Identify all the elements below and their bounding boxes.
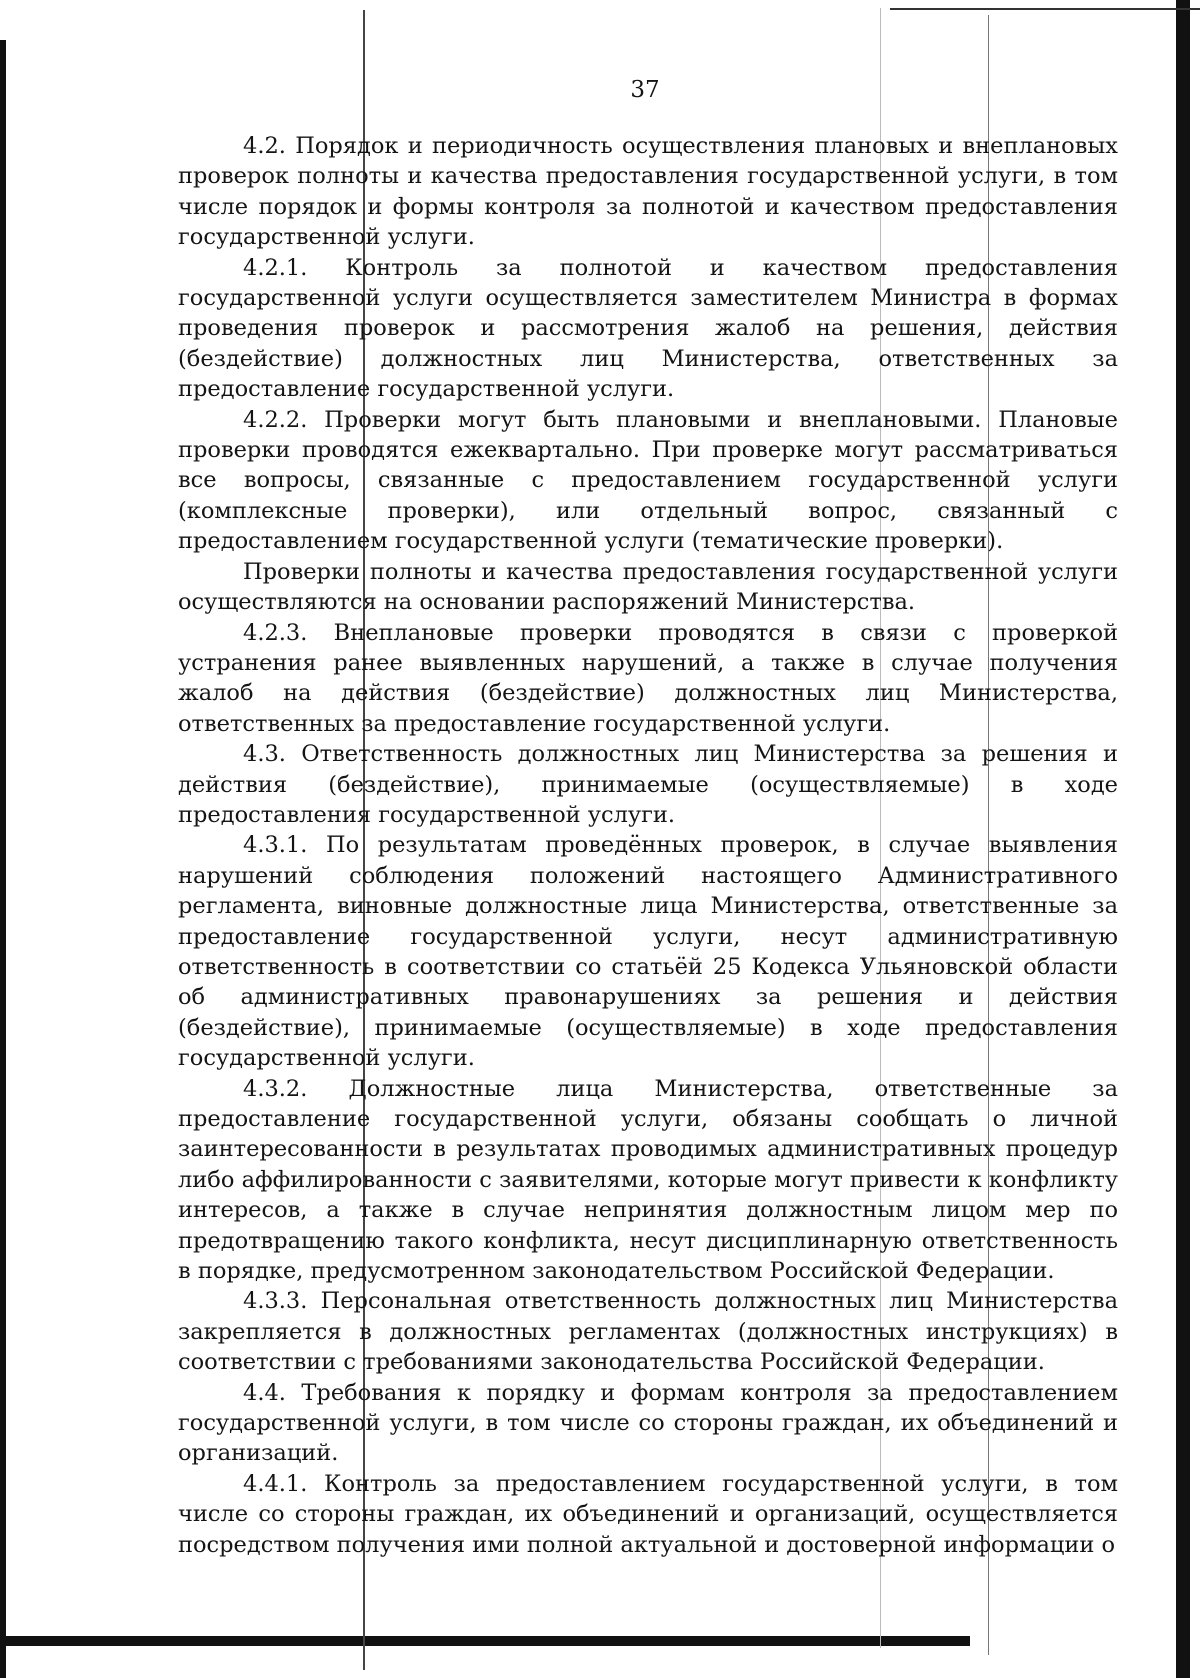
paragraph: 4.3. Ответственность должностных лиц Министерства за решения и действия (бездействие), принимаемые (осуществляемые) в ходе предоставления государственной услуги.: [178, 741, 1118, 828]
scan-edge-bottom: [0, 1636, 970, 1646]
paragraph: 4.3.2. Должностные лица Министерства, ответственные за предоставление государственной услуги, обязаны сообщать о личной заинтересованности в результатах проводимых административных процедур либо аффилированности с заявителями, которые могут привести к конфликту интересов, а также в случае непринятия должностным лицом мер по предотвращению такого конфликта, несут дисциплинарную ответственность в порядке, предусмотренном законодательством Российской Федерации.: [178, 1075, 1118, 1285]
scan-edge-left: [0, 40, 6, 1678]
document-body: [178, 131, 1118, 1560]
paragraph: 4.2. Порядок и периодичность осуществления плановых и внеплановых проверок полноты и качества предоставления государственной услуги, в том числе порядок и формы контроля за полнотой и качеством предоставления государственной услуги.: [178, 133, 1118, 251]
scan-edge-right: [1176, 0, 1190, 1678]
paragraph: 4.3.3. Персональная ответственность должностных лиц Министерства закрепляется в должностных регламентах (должностных инструкциях) в соответствии с требованиями законодательства Российской Федерации.: [178, 1288, 1118, 1376]
page-number: 37: [630, 77, 660, 103]
scan-edge-top: [890, 8, 1200, 10]
paragraph: 4.4.1. Контроль за предоставлением государственной услуги, в том числе со стороны граждан, их объединений и организаций, осуществляется посредством получения ими полной актуальной и достоверной информации о: [178, 1470, 1118, 1558]
paragraph: 4.3.1. По результатам проведённых проверок, в случае выявления нарушений соблюдения положений настоящего Административного регламента, виновные должностные лица Министерства, ответственные за предоставление государственной услуги, несут административную ответственность в соответствии со статьёй 25 Кодекса Ульяновской области об административных правонарушениях за решения и действия (бездействие), принимаемые (осуществляемые) в ходе предоставления государственной услуги.: [178, 832, 1118, 1072]
paragraph: 4.2.3. Внеплановые проверки проводятся в связи с проверкой устранения ранее выявленных нарушений, а также в случае получения жалоб на действия (бездействие) должностных лиц Министерства, ответственных за предоставление государственной услуги.: [178, 619, 1118, 737]
paragraph: Проверки полноты и качества предоставления государственной услуги осуществляются на основании распоряжений Министерства.: [178, 558, 1118, 616]
paragraph: 4.2.1. Контроль за полнотой и качеством предоставления государственной услуги осуществляется заместителем Министра в формах проведения проверок и рассмотрения жалоб на решения, действия (бездействие) должностных лиц Министерства, ответственных за предоставление государственной услуги.: [178, 254, 1118, 403]
paragraph: 4.2.2. Проверки могут быть плановыми и внеплановыми. Плановые проверки проводятся ежеквартально. При проверке могут рассматриваться все вопросы, связанные с предоставлением государственной услуги (комплексные проверки), или отдельный вопрос, связанный с предоставлением государственной услуги (тематические проверки).: [178, 406, 1118, 555]
paragraph: 4.4. Требования к порядку и формам контроля за предоставлением государственной услуги, в том числе со стороны граждан, их объединений и организаций.: [178, 1379, 1118, 1467]
